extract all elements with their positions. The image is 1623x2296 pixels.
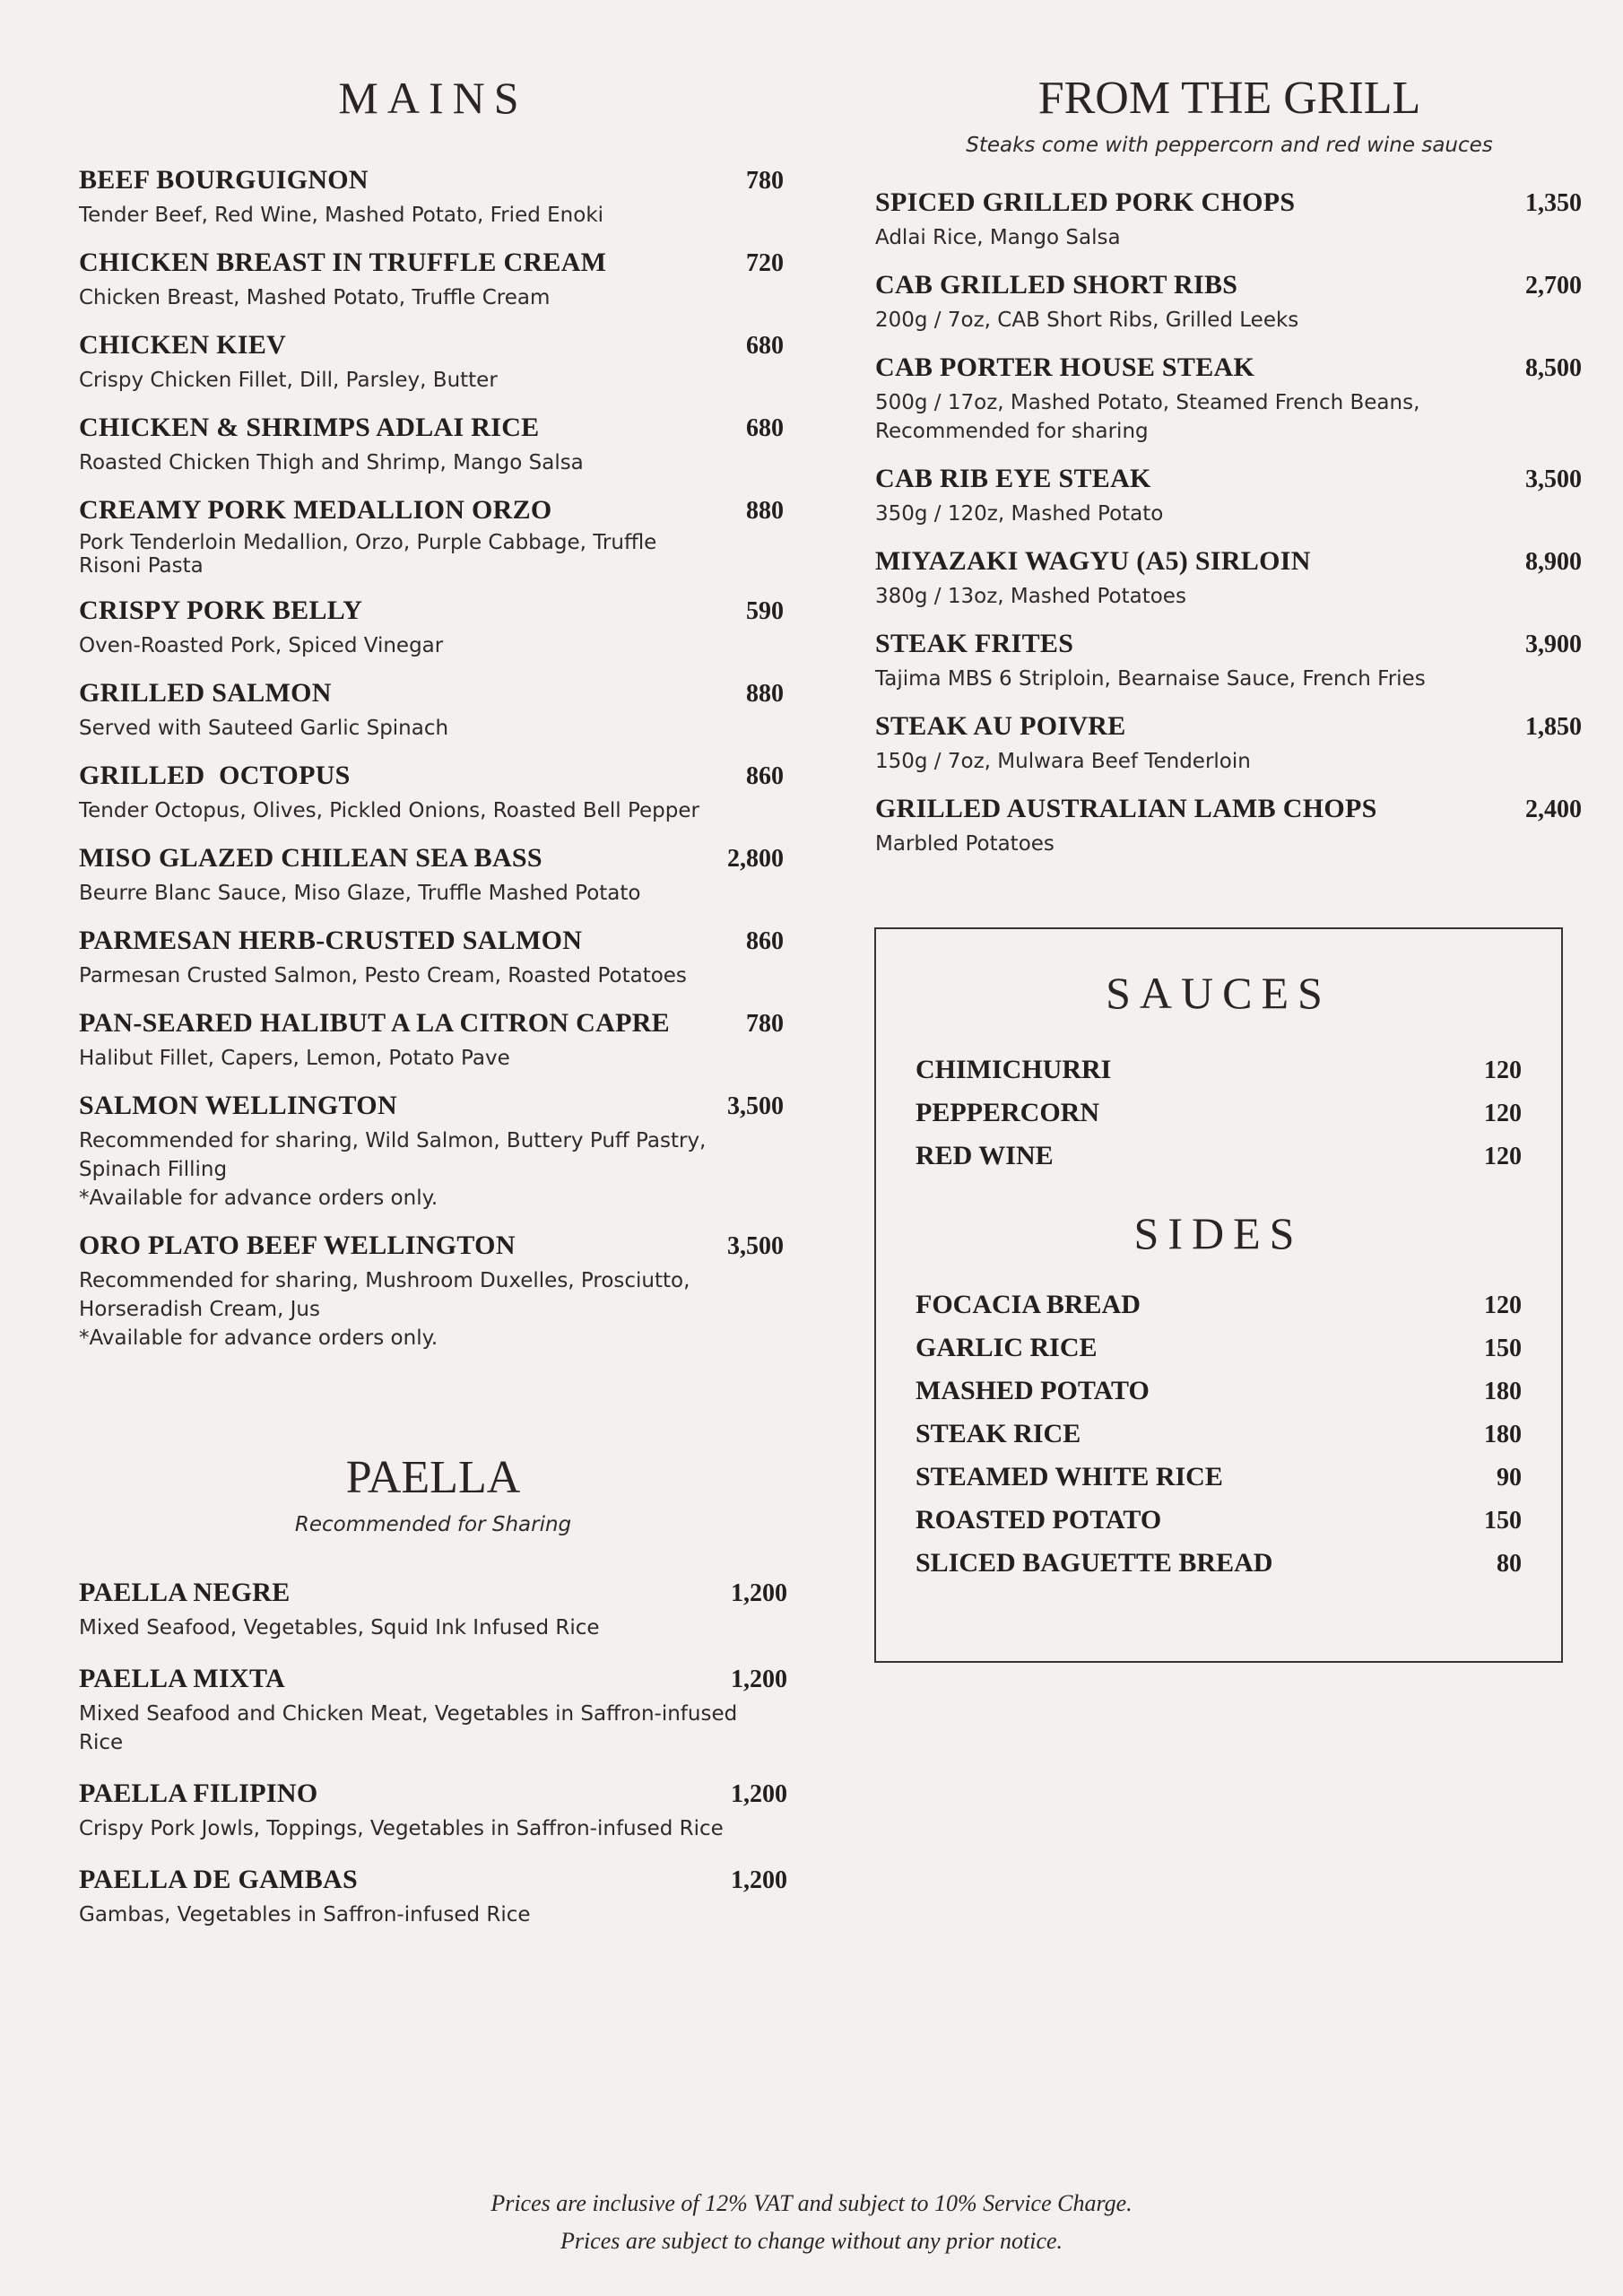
menu-item-name: MIYAZAKI WAGYU (A5) SIRLOIN (875, 546, 1311, 576)
sauces-list (916, 1055, 1522, 1171)
menu-item (79, 596, 787, 660)
menu-item-price: 3,500 (1525, 465, 1582, 493)
side-item-price: 150 (1484, 1335, 1522, 1362)
menu-item-price: 8,500 (1525, 354, 1582, 382)
mains-section (79, 72, 787, 1352)
menu-item-price: 880 (746, 497, 784, 525)
menu-item-description: Parmesan Crusted Salmon, Pesto Cream, Roasted Potatoes (79, 964, 687, 987)
paella-subtitle: Recommended for Sharing (294, 1513, 572, 1536)
grill-subtitle: Steaks come with peppercorn and red wine sauces (966, 134, 1493, 157)
paella-title: PAELLA (345, 1452, 521, 1503)
sauce-item (916, 1141, 1522, 1171)
menu-item (79, 248, 787, 312)
menu-item (875, 352, 1584, 446)
menu-item-description: 200g / 7oz, CAB Short Ribs, Grilled Leeks (875, 309, 1299, 332)
mains-list (79, 165, 787, 1352)
menu-item-description: Chicken Breast, Mashed Potato, Truffle Cream (79, 286, 551, 309)
advance-order-note: *Available for advance orders only. (79, 1187, 438, 1210)
menu-item-price: 3,500 (727, 1232, 784, 1260)
menu-item-price: 1,350 (1525, 189, 1582, 217)
menu-item (875, 464, 1584, 528)
menu-item-price: 860 (746, 762, 784, 790)
menu-item-price: 880 (746, 680, 784, 708)
menu-item-name: GRILLED OCTOPUS (79, 761, 351, 790)
menu-item-description: Crispy Pork Jowls, Toppings, Vegetables in Saffron-infused Rice (79, 1817, 724, 1840)
menu-item-description: Marbled Potatoes (875, 832, 1055, 856)
menu-item-name: MISO GLAZED CHILEAN SEA BASS (79, 843, 542, 873)
sauce-item-name: PEPPERCORN (916, 1098, 1099, 1127)
side-item (916, 1333, 1522, 1363)
menu-item-price: 590 (746, 597, 784, 625)
side-item (916, 1290, 1522, 1320)
menu-item (79, 1091, 787, 1213)
left-column (79, 72, 787, 1951)
menu-item-name: STEAK FRITES (875, 629, 1074, 658)
menu-item-description: 500g / 17oz, Mashed Potato, Steamed French Beans, Recommended for sharing (875, 391, 1420, 443)
menu-item (875, 187, 1584, 252)
side-item-name: MASHED POTATO (916, 1376, 1150, 1405)
menu-item-description: Served with Sauteed Garlic Spinach (79, 717, 449, 740)
menu-item-name: CAB RIB EYE STEAK (875, 464, 1151, 493)
side-item (916, 1548, 1522, 1578)
menu-item (79, 1008, 787, 1073)
menu-item-description: 150g / 7oz, Mulwara Beef Tenderloin (875, 750, 1251, 773)
grill-title: FROM THE GRILL (1037, 73, 1421, 124)
menu-item-description: Adlai Rice, Mango Salsa (875, 226, 1121, 249)
menu-item-price: 1,200 (731, 1665, 787, 1693)
menu-item-price: 1,850 (1525, 713, 1582, 741)
menu-item (875, 794, 1584, 858)
menu-item-description: 350g / 120z, Mashed Potato (875, 502, 1164, 526)
menu-item-price: 8,900 (1525, 548, 1582, 576)
menu-item (79, 1779, 787, 1843)
paella-list (79, 1578, 787, 1929)
menu-item (79, 165, 787, 230)
menu-item (79, 1231, 787, 1352)
menu-item (875, 629, 1584, 693)
side-item (916, 1505, 1522, 1535)
sauces-sides-box (874, 927, 1563, 1663)
menu-item-description: Halibut Fillet, Capers, Lemon, Potato Pave (79, 1047, 510, 1070)
menu-item-price: 3,900 (1525, 631, 1582, 658)
menu-item-price: 2,700 (1525, 272, 1582, 300)
menu-item (79, 413, 787, 477)
menu-item (79, 1865, 787, 1929)
sauce-item-price: 120 (1484, 1057, 1522, 1084)
side-item-price: 180 (1484, 1421, 1522, 1448)
side-item-name: STEAK RICE (916, 1419, 1081, 1448)
menu-item-name: PAELLA MIXTA (79, 1664, 286, 1693)
grill-list (875, 187, 1584, 858)
side-item-price: 150 (1484, 1507, 1522, 1535)
side-item-price: 180 (1484, 1378, 1522, 1405)
menu-item-description: Tender Octopus, Olives, Pickled Onions, Roasted Bell Pepper (79, 799, 699, 822)
footer-change-note: Prices are subject to change without any prior notice. (560, 2228, 1063, 2254)
advance-order-note: *Available for advance orders only. (79, 1326, 438, 1350)
menu-item-description: Pork Tenderloin Medallion, Orzo, Purple Cabbage, Truffle Risoni Pasta (79, 531, 657, 578)
footer-vat-note: Prices are inclusive of 12% VAT and subject to 10% Service Charge. (490, 2190, 1133, 2216)
menu-item-description: Tender Beef, Red Wine, Mashed Potato, Fried Enoki (79, 204, 604, 227)
menu-item-name: PAN-SEARED HALIBUT A LA CITRON CAPRE (79, 1008, 670, 1038)
menu-item-name: CHICKEN KIEV (79, 330, 287, 360)
mains-title: MAINS (338, 73, 528, 123)
menu-item-description: Beurre Blanc Sauce, Miso Glaze, Truffle Mashed Potato (79, 882, 641, 905)
menu-item (79, 330, 787, 395)
side-item-price: 90 (1497, 1464, 1522, 1492)
paella-section (79, 1451, 787, 1929)
side-item-price: 80 (1497, 1550, 1522, 1578)
menu-item-name: SPICED GRILLED PORK CHOPS (875, 187, 1296, 217)
menu-item-price: 1,200 (731, 1780, 787, 1808)
sauces-title: SAUCES (1106, 968, 1332, 1018)
side-item (916, 1462, 1522, 1492)
menu-item-price: 2,800 (727, 845, 784, 873)
menu-item-price: 780 (746, 167, 784, 195)
side-item-name: STEAMED WHITE RICE (916, 1462, 1223, 1492)
sauce-item-name: CHIMICHURRI (916, 1055, 1112, 1084)
menu-item (79, 1578, 787, 1642)
menu-item-price: 1,200 (731, 1579, 787, 1607)
menu-item-name: CHICKEN & SHRIMPS ADLAI RICE (79, 413, 540, 442)
side-item-name: SLICED BAGUETTE BREAD (916, 1548, 1273, 1578)
menu-item-name: CAB GRILLED SHORT RIBS (875, 270, 1238, 300)
side-item-name: ROASTED POTATO (916, 1505, 1162, 1535)
menu-item-name: PAELLA FILIPINO (79, 1779, 318, 1808)
sauce-item-name: RED WINE (916, 1141, 1054, 1170)
menu-item-name: SALMON WELLINGTON (79, 1091, 397, 1120)
sauce-item (916, 1055, 1522, 1085)
menu-item-name: GRILLED AUSTRALIAN LAMB CHOPS (875, 794, 1377, 823)
menu-item-description: Tajima MBS 6 Striploin, Bearnaise Sauce, French Fries (875, 667, 1426, 691)
menu-item-name: PAELLA DE GAMBAS (79, 1865, 358, 1894)
menu-item-name: CAB PORTER HOUSE STEAK (875, 352, 1255, 382)
sauce-item-price: 120 (1484, 1143, 1522, 1170)
menu-item (79, 843, 787, 908)
menu-item-name: PARMESAN HERB-CRUSTED SALMON (79, 926, 583, 955)
menu-item (79, 495, 787, 578)
sides-list (916, 1290, 1522, 1578)
side-item-name: GARLIC RICE (916, 1333, 1098, 1362)
menu-item (79, 926, 787, 990)
menu-item-price: 720 (746, 249, 784, 277)
menu-item-description (79, 1126, 707, 1213)
sauce-item-price: 120 (1484, 1100, 1522, 1127)
side-item-name: FOCACIA BREAD (916, 1290, 1141, 1319)
menu-item-price: 3,500 (727, 1092, 784, 1120)
menu-item-description (79, 1266, 707, 1352)
menu-item-description: Gambas, Vegetables in Saffron-infused Rice (79, 1903, 531, 1926)
menu-item (79, 678, 787, 743)
menu-item-name: CHICKEN BREAST IN TRUFFLE CREAM (79, 248, 607, 277)
side-item (916, 1376, 1522, 1406)
menu-item-description: 380g / 13oz, Mashed Potatoes (875, 585, 1186, 608)
grill-section (875, 72, 1584, 876)
menu-item-price: 680 (746, 332, 784, 360)
menu-item (875, 270, 1584, 335)
menu-item-name: ORO PLATO BEEF WELLINGTON (79, 1231, 516, 1260)
footer-notice (0, 2185, 1623, 2260)
menu-item (79, 1664, 787, 1757)
menu-item-name: CRISPY PORK BELLY (79, 596, 363, 625)
menu-item-price: 680 (746, 414, 784, 442)
menu-item-price: 1,200 (731, 1866, 787, 1894)
side-item (916, 1419, 1522, 1449)
menu-item-price: 2,400 (1525, 796, 1582, 823)
menu-item-price: 780 (746, 1010, 784, 1038)
menu-item-description-text: Recommended for sharing, Mushroom Duxelles, Prosciutto, Horseradish Cream, Jus (79, 1269, 690, 1321)
menu-item-description: Mixed Seafood and Chicken Meat, Vegetables in Saffron-infused Rice (79, 1702, 738, 1754)
menu-item-description: Crispy Chicken Fillet, Dill, Parsley, Butter (79, 369, 498, 392)
menu-item-description: Mixed Seafood, Vegetables, Squid Ink Infused Rice (79, 1616, 600, 1639)
menu-item-name: PAELLA NEGRE (79, 1578, 291, 1607)
menu-item-description-text: Recommended for sharing, Wild Salmon, Buttery Puff Pastry, Spinach Filling (79, 1129, 707, 1181)
menu-item-description: Roasted Chicken Thigh and Shrimp, Mango Salsa (79, 451, 584, 474)
sides-title: SIDES (1133, 1208, 1304, 1258)
sauce-item (916, 1098, 1522, 1128)
menu-item-name: STEAK AU POIVRE (875, 711, 1126, 741)
menu-item-description: Oven-Roasted Pork, Spiced Vinegar (79, 634, 444, 657)
side-item-price: 120 (1484, 1292, 1522, 1319)
menu-item-name: CREAMY PORK MEDALLION ORZO (79, 495, 552, 525)
menu-item-name: BEEF BOURGUIGNON (79, 165, 369, 195)
menu-item-price: 860 (746, 927, 784, 955)
menu-item (79, 761, 787, 825)
menu-item (875, 711, 1584, 776)
menu-item-name: GRILLED SALMON (79, 678, 332, 708)
menu-item (875, 546, 1584, 611)
